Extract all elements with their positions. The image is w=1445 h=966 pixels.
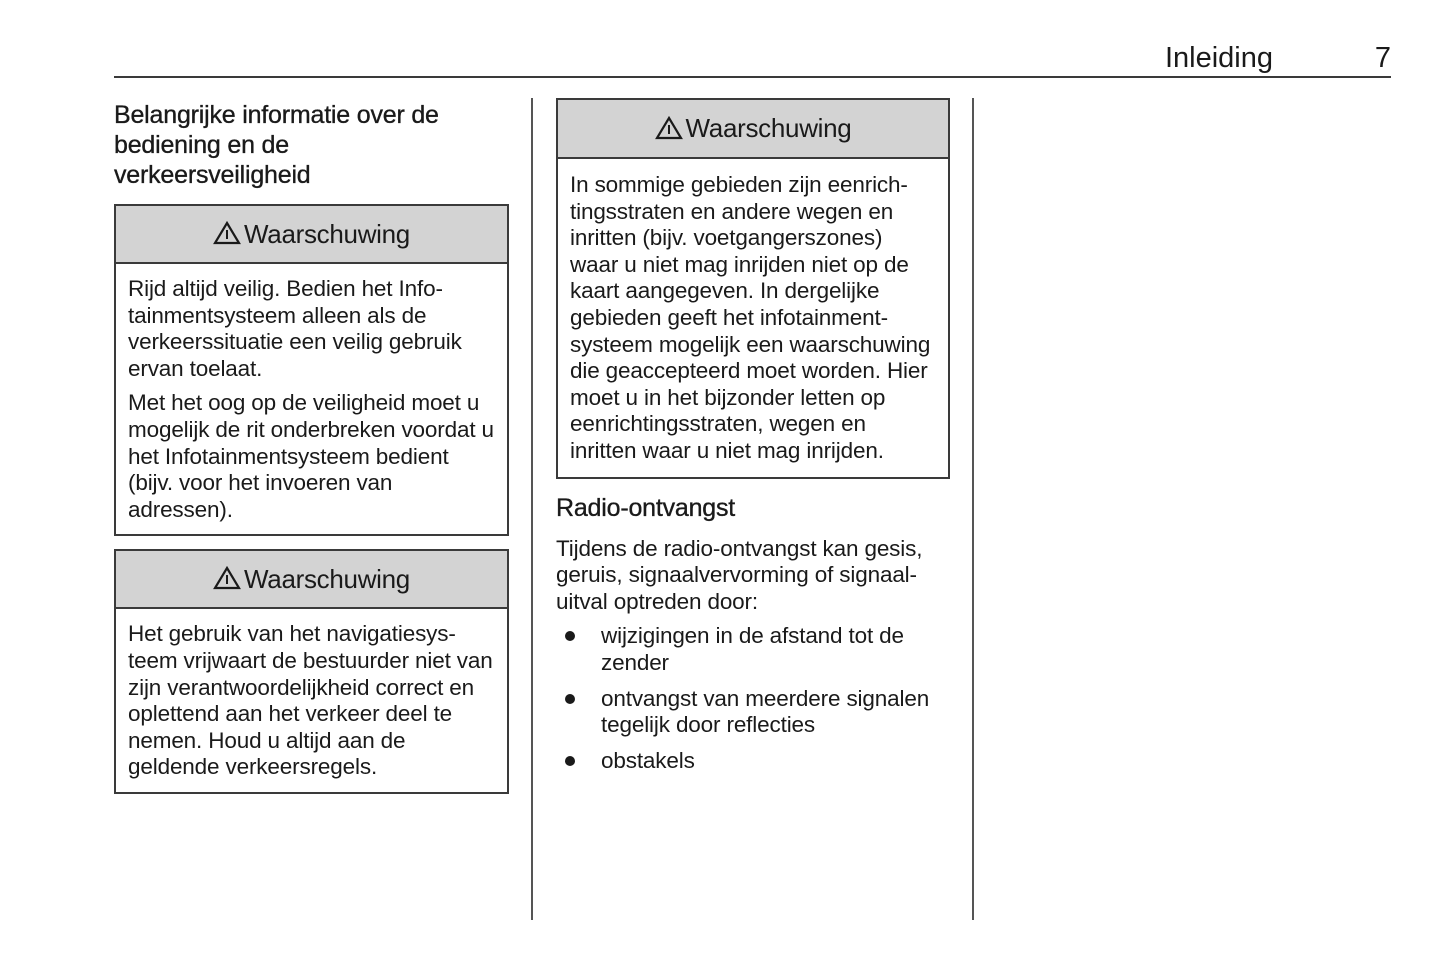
column-divider [531, 98, 533, 920]
radio-intro-paragraph: Tijdens de radio-ontvangst kan gesis, geruis, signaalvervorming of signaaluitval optreden door: [556, 535, 923, 614]
column-2 [556, 98, 950, 783]
warning-triangle-icon [655, 116, 683, 140]
warning-title: Waarschuwing [244, 563, 410, 594]
running-head-section: Inleiding [1164, 42, 1273, 74]
column-1 [114, 98, 509, 794]
list-item [556, 748, 950, 775]
running-head [114, 38, 1391, 78]
warning-title: Waarschuwing [244, 218, 410, 249]
warning-body [116, 609, 507, 792]
list-item [556, 623, 950, 676]
radio-interference-list [556, 623, 950, 774]
section-heading-safety [114, 98, 509, 190]
heading-line: Belangrijke informatie over de [114, 101, 439, 129]
warning-body [116, 264, 507, 534]
list-item-text: obstakels [601, 747, 695, 773]
section-heading-radio: Radio-ontvangst [556, 493, 736, 522]
bullet-icon [565, 756, 575, 766]
list-item [556, 686, 950, 739]
warning-body [558, 159, 948, 477]
bullet-icon [565, 694, 575, 704]
warning-paragraph: In sommige gebieden zijn eenrichtingsstraten en andere wegen en inritten (bijv. voetgangerszones) waar u niet mag inrijden niet op de kaart aangegeven. In dergelijke gebieden geeft het infotainmentsysteem mogelijk een waarschuwing die geaccepteerd moet worden. Hier moet u in het bijzonder letten op eenrichtingsstraten, wegen en inritten waar u niet mag inrijden. [570, 172, 931, 463]
warning-triangle-icon [213, 221, 241, 245]
warning-paragraph: Met het oog op de veiligheid moet u mogelijk de rit onderbreken voordat u het Infotainmentsysteem bedient (bijv. voor het invoeren van adressen). [128, 390, 494, 522]
warning-box [114, 549, 509, 794]
warning-header [558, 100, 948, 159]
warning-paragraph: Het gebruik van het navigatiesysteem vrijwaart de bestuurder niet van zijn verantwoordelijkheid correct en oplettend aan het verkeer deel te nemen. Houd u altijd aan de geldende verkeersregels. [128, 621, 493, 780]
warning-header [116, 206, 507, 264]
heading-line: bediening en de [114, 131, 289, 159]
warning-triangle-icon [213, 566, 241, 590]
list-item-text: wijzigingen in de afstand tot de zender [601, 623, 904, 675]
warning-title: Waarschuwing [685, 113, 852, 143]
heading-line: verkeersveiligheid [114, 161, 311, 189]
warning-header [116, 551, 507, 609]
warning-paragraph: Rijd altijd veilig. Bedien het Infotainmentsysteem alleen als de verkeerssituatie een veilig gebruik ervan toelaat. [128, 276, 462, 381]
column-divider [972, 98, 974, 920]
bullet-icon [565, 631, 575, 641]
warning-box [114, 204, 509, 536]
warning-box [556, 98, 950, 479]
page-number: 7 [1374, 42, 1391, 74]
list-item-text: ontvangst van meerdere signalen tegelijk door reflecties [601, 685, 930, 738]
